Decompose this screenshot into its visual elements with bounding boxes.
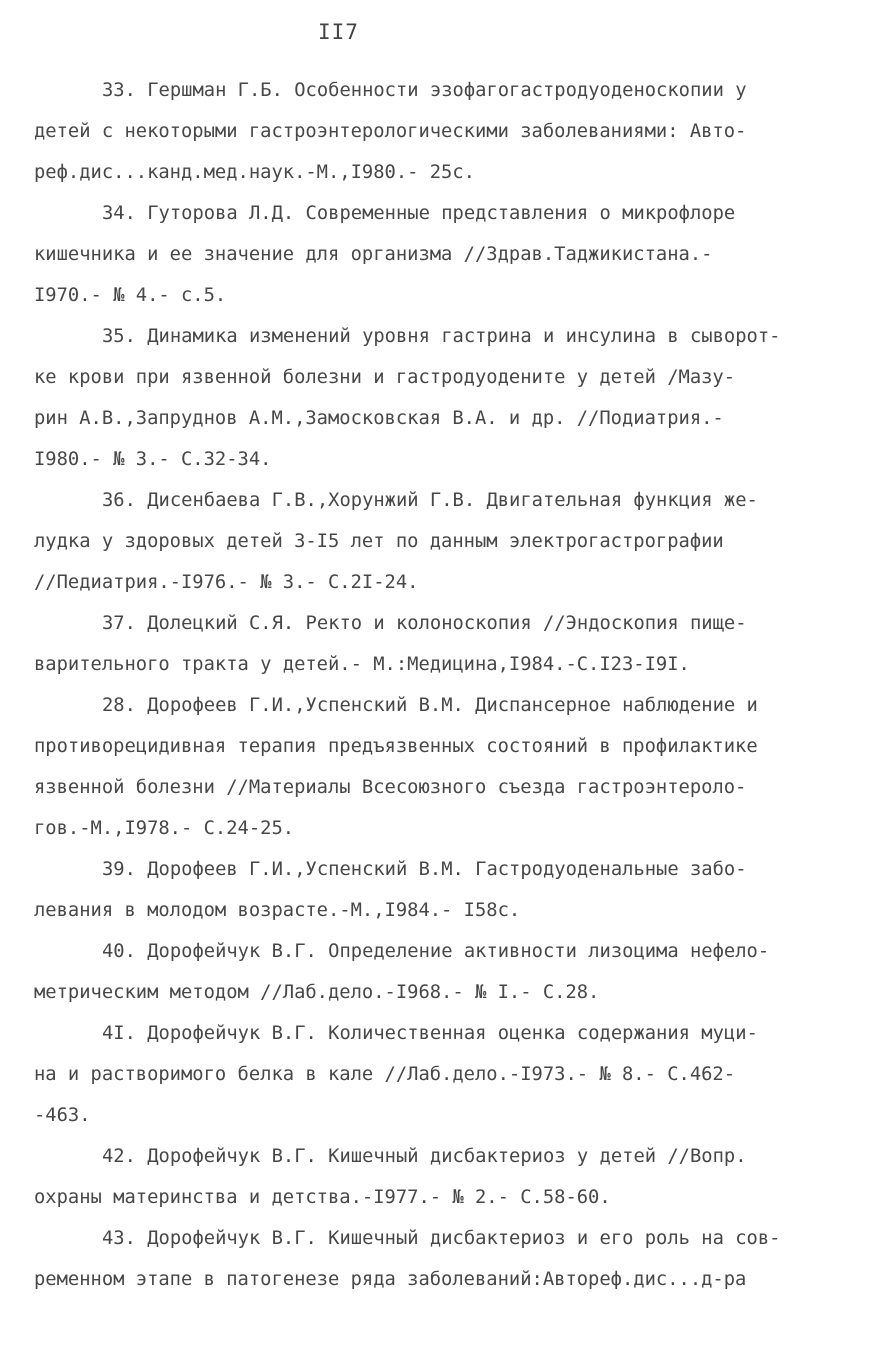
- reference-line: на и растворимого белка в кале //Лаб.дело.-I973.- № 8.- С.462-: [34, 1064, 736, 1085]
- reference-line: 42. Дорофейчук В.Г. Кишечный дисбактериоз у детей //Вопр.: [102, 1146, 747, 1167]
- reference-line: охраны материнства и детства.-I977.- № 2.- С.58-60.: [34, 1187, 611, 1208]
- page-number: II7: [318, 20, 359, 44]
- reference-line: детей с некоторыми гастроэнтерологическими заболеваниями: Авто-: [34, 121, 747, 142]
- reference-line: 37. Долецкий С.Я. Ректо и колоноскопия //Эндоскопия пище-: [102, 613, 747, 634]
- reference-line: 35. Динамика изменений уровня гастрина и инсулина в сыворот-: [102, 326, 781, 347]
- reference-line: 34. Гуторова Л.Д. Современные представления о микрофлоре: [102, 203, 736, 224]
- reference-line: противорецидивная терапия предъязвенных состояний в профилактике: [34, 736, 758, 757]
- reference-line: I970.- № 4.- с.5.: [34, 285, 227, 306]
- reference-line: 28. Дорофеев Г.И.,Успенский В.М. Диспансерное наблюдение и: [102, 695, 758, 716]
- reference-line: ременном этапе в патогенезе ряда заболеваний:Автореф.дис...д-ра: [34, 1269, 747, 1290]
- reference-line: I980.- № 3.- С.32-34.: [34, 449, 272, 470]
- reference-line: 4I. Дорофейчук В.Г. Количественная оценка содержания муци-: [102, 1023, 758, 1044]
- reference-line: гов.-М.,I978.- С.24-25.: [34, 818, 295, 839]
- reference-line: кишечника и ее значение для организма //Здрав.Таджикистана.-: [34, 244, 713, 265]
- reference-line: рин А.В.,Запруднов А.М.,Замосковская В.А. и др. //Подиатрия.-: [34, 408, 724, 429]
- reference-line: реф.дис...канд.мед.наук.-М.,I980.- 25с.: [34, 162, 475, 183]
- reference-line: метрическим методом //Лаб.дело.-I968.- № I.- С.28.: [34, 982, 600, 1003]
- reference-line: варительного тракта у детей.- М.:Медицина,I984.-С.I23-I9I.: [34, 654, 690, 675]
- reference-line: лудка у здоровых детей 3-I5 лет по данным электрогастрографии: [34, 531, 724, 552]
- reference-line: 40. Дорофейчук В.Г. Определение активности лизоцима нефело-: [102, 941, 770, 962]
- reference-line: язвенной болезни //Материалы Всесоюзного съезда гастроэнтероло-: [34, 777, 747, 798]
- reference-line: 43. Дорофейчук В.Г. Кишечный дисбактериоз и его роль на сов-: [102, 1228, 781, 1249]
- reference-line: 33. Гершман Г.Б. Особенности эзофагогастродуоденоскопии у: [102, 80, 747, 101]
- reference-line: //Педиатрия.-I976.- № 3.- С.2I-24.: [34, 572, 419, 593]
- reference-line: 36. Дисенбаева Г.В.,Хорунжий Г.В. Двигательная функция же-: [102, 490, 758, 511]
- reference-line: 39. Дорофеев Г.И.,Успенский В.М. Гастродуоденальные забо-: [102, 859, 747, 880]
- reference-line: ке крови при язвенной болезни и гастродуодените у детей /Мазу-: [34, 367, 736, 388]
- reference-line: левания в молодом возрасте.-М.,I984.- I58с.: [34, 900, 521, 921]
- reference-line: -463.: [34, 1105, 91, 1126]
